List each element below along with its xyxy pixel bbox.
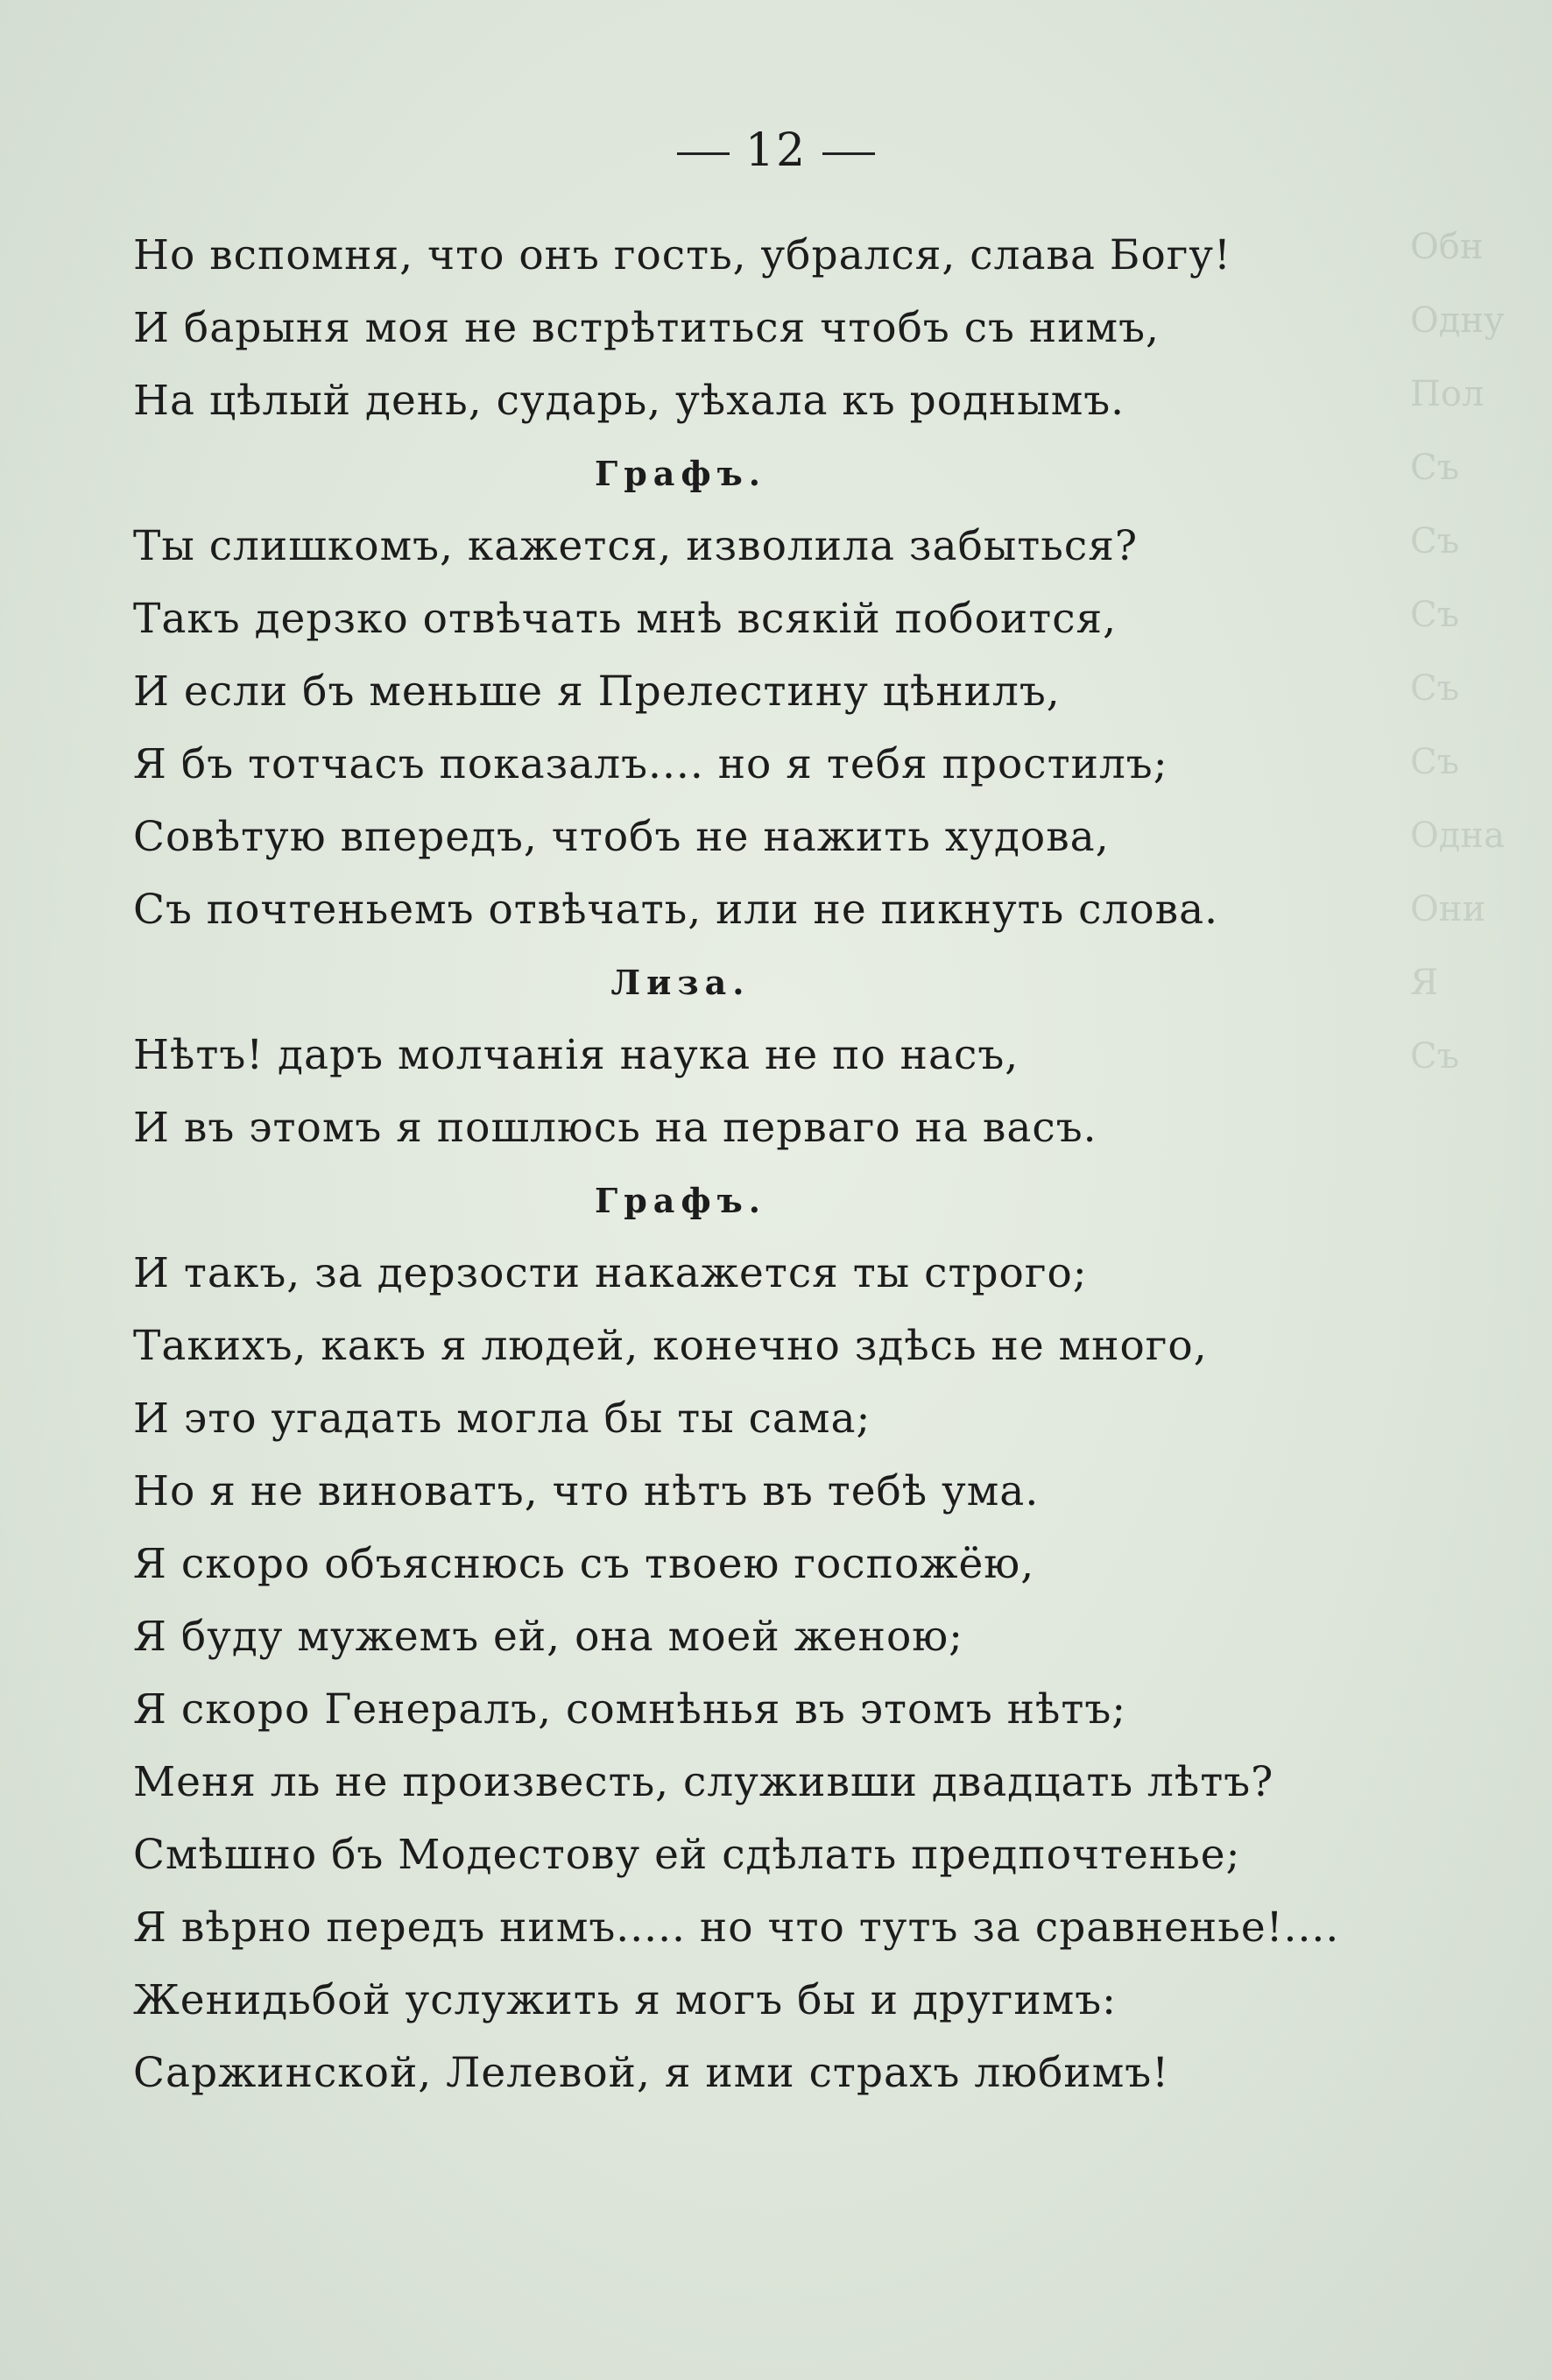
verse-line: Я буду мужемъ ей, она моей женою; <box>133 1613 964 1661</box>
verse-line: Совѣтую впередъ, чтобъ не нажить худова, <box>133 813 1110 861</box>
verse-line: Меня ль не произвесть, служивши двадцать лѣтъ? <box>133 1758 1274 1806</box>
verse-line: Но я не виноватъ, что нѣтъ въ тебѣ ума. <box>133 1467 1040 1515</box>
verse-line: И это угадать могла бы ты сама; <box>133 1395 871 1443</box>
verse-line: Но вспомня, что онъ гость, убрался, слава Богу! <box>133 231 1231 279</box>
header-dash-left <box>677 152 730 155</box>
verse-line: Женидьбой услужить я могъ бы и другимъ: <box>133 1976 1117 2024</box>
verse-line: Я скоро Генералъ, сомнѣнья въ этомъ нѣтъ; <box>133 1685 1127 1734</box>
verse-line: Съ почтеньемъ отвѣчать, или не пикнуть слова. <box>133 886 1219 934</box>
speaker-name: Лиза. <box>610 963 751 1002</box>
verse-line: И въ этомъ я пошлюсь на перваго на васъ. <box>133 1104 1097 1152</box>
verse-line: Смѣшно бъ Модестову ей сдѣлать предпочтенье; <box>133 1831 1241 1879</box>
speaker-name: Графъ. <box>594 454 767 493</box>
verse-line: Ты слишкомъ, кажется, изволила забыться? <box>133 522 1139 570</box>
verse-line: На цѣлый день, сударь, уѣхала къ роднымъ. <box>133 377 1125 425</box>
page-number: 12 <box>744 124 808 177</box>
verse-line: Нѣтъ! даръ молчанія наука не по насъ, <box>133 1031 1019 1079</box>
page-header <box>0 124 1552 177</box>
verse-line: Я вѣрно передъ нимъ..... но что тутъ за сравненье!.... <box>133 1903 1340 1952</box>
verse-line: Такъ дерзко отвѣчать мнѣ всякій побоится, <box>133 595 1118 643</box>
verse-line: Я скоро объяснюсь съ твоею госпожёю, <box>133 1540 1035 1588</box>
bleed-through-text: Обн Одну Пол Съ Съ Съ Съ Съ Одна Они Я Съ <box>1410 227 1505 1077</box>
speaker-name: Графъ. <box>594 1181 767 1220</box>
verse-line: И если бъ меньше я Прелестину цѣнилъ, <box>133 667 1061 716</box>
verse-line: И такъ, за дерзости накажется ты строго; <box>133 1249 1088 1297</box>
verse-line: Я бъ тотчасъ показалъ.... но я тебя простилъ; <box>133 740 1168 788</box>
verse-line: Саржинской, Лелевой, я ими страхъ любимъ! <box>133 2049 1170 2097</box>
verse-line: Такихъ, какъ я людей, конечно здѣсь не много, <box>133 1322 1208 1370</box>
header-dash-right <box>822 152 875 155</box>
verse-line: И барыня моя не встрѣтиться чтобъ съ нимъ, <box>133 304 1160 352</box>
verse-text <box>133 219 1447 2109</box>
